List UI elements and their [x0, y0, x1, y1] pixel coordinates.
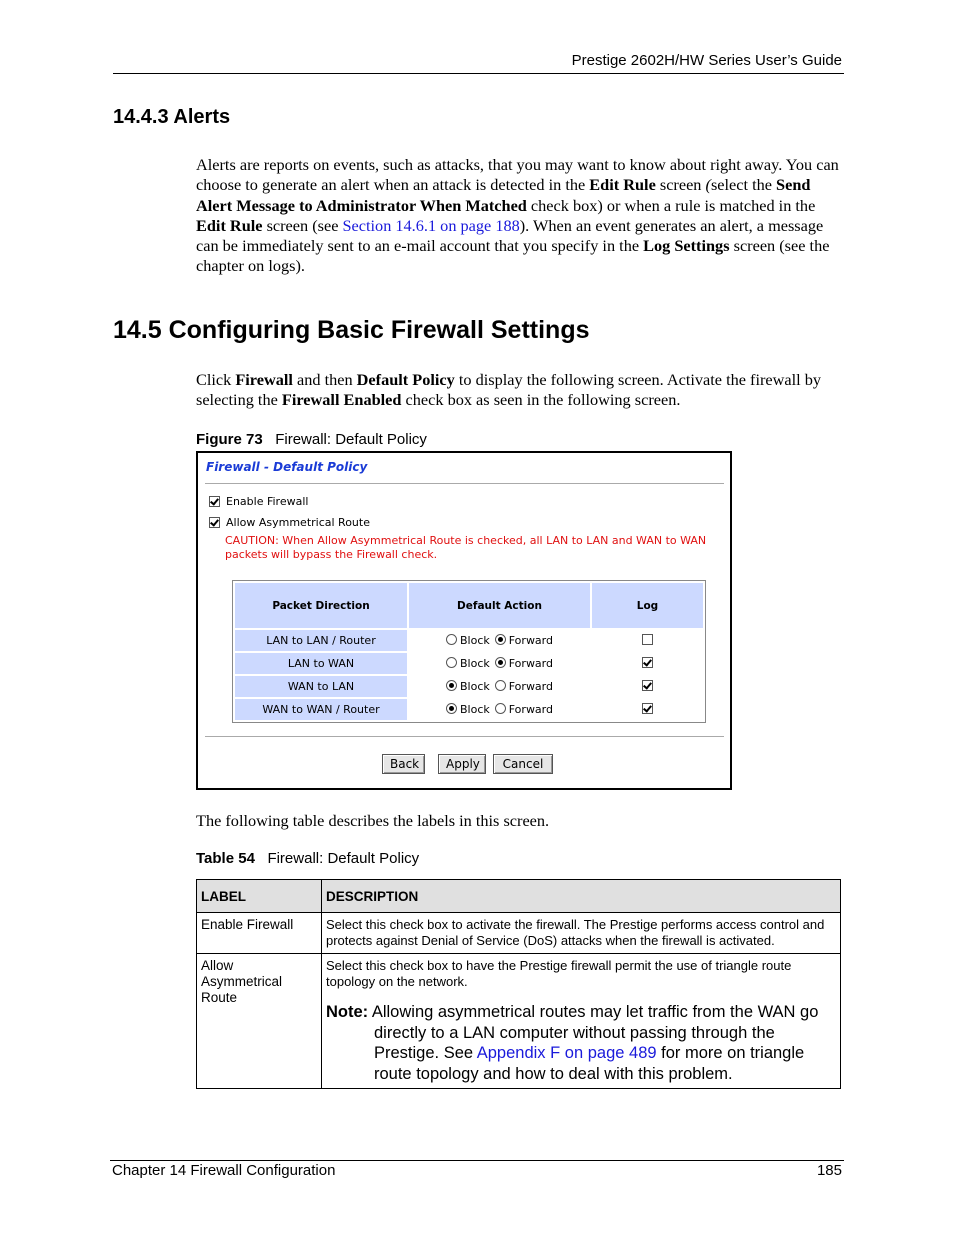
description-cell: Select this check box to have the Prestige firewall permit the use of triangle route topology on the network. Note: Allowing asymmetrical routes may let traffic from the WAN go directly to a LAN computer without passing through the Prestige. See Appendix F on page 489 for more on triangle route topology and how to deal with this problem. — [322, 954, 841, 1089]
buttons-rule — [205, 736, 724, 738]
description-header: DESCRIPTION — [322, 880, 841, 913]
guide-title: Prestige 2602H/HW Series User’s Guide — [571, 52, 842, 69]
direction-cell: WAN to WAN / Router — [235, 699, 407, 720]
col-default-action: Default Action — [409, 583, 590, 628]
following-table-text: The following table describes the labels in this screen. — [196, 811, 550, 830]
direction-cell: LAN to WAN — [235, 653, 407, 674]
forward-radio[interactable] — [495, 680, 506, 691]
block-radio[interactable] — [446, 680, 457, 691]
figure-caption: Figure 73 Firewall: Default Policy — [196, 431, 427, 448]
allow-asymmetrical-checkbox[interactable] — [209, 517, 220, 528]
cancel-button[interactable]: Cancel — [493, 754, 553, 774]
header-rule — [113, 73, 844, 74]
direction-cell: WAN to LAN — [235, 676, 407, 697]
action-cell: Block Forward — [409, 699, 590, 720]
block-radio[interactable] — [446, 703, 457, 714]
screen-title: Firewall - Default Policy — [206, 460, 368, 474]
table-caption: Table 54 Firewall: Default Policy — [196, 850, 420, 867]
col-packet-direction: Packet Direction — [235, 583, 407, 628]
firewall-screenshot — [196, 451, 732, 790]
block-radio[interactable] — [446, 634, 457, 645]
block-radio[interactable] — [446, 657, 457, 668]
allow-asymmetrical-row — [209, 516, 370, 529]
section-heading-basic-firewall: 14.5 Configuring Basic Firewall Settings — [113, 316, 590, 344]
policy-table — [232, 580, 706, 723]
action-cell: Block Forward — [409, 676, 590, 697]
note-text: Note: Allowing asymmetrical routes may let traffic from the WAN go directly to a LAN computer without passing through the Prestige. See Appendix F on page 489 for more on triangle route topology and how to deal with this problem. — [326, 1003, 819, 1083]
table-row — [197, 954, 841, 1089]
page-number: 185 — [816, 1162, 842, 1179]
direction-cell: LAN to LAN / Router — [235, 630, 407, 651]
label-cell: Allow Asymmetrical Route — [197, 954, 322, 1089]
log-checkbox[interactable] — [642, 634, 653, 645]
section-link[interactable]: Section 14.6.1 on page 188 — [342, 215, 520, 235]
footer-rule — [110, 1160, 844, 1161]
log-checkbox[interactable] — [642, 657, 653, 668]
table-row — [235, 676, 703, 697]
log-checkbox[interactable] — [642, 680, 653, 691]
screen-title-rule — [205, 483, 724, 485]
allow-asymmetrical-label: Allow Asymmetrical Route — [226, 516, 370, 529]
description-table — [196, 879, 841, 1089]
log-checkbox[interactable] — [642, 703, 653, 714]
table-row — [235, 630, 703, 651]
back-button[interactable]: Back — [382, 754, 425, 774]
action-cell: Block Forward — [409, 653, 590, 674]
enable-firewall-label: Enable Firewall — [226, 495, 309, 508]
appendix-link[interactable]: Appendix F on page 489 — [476, 1044, 657, 1062]
description-cell: Select this check box to activate the firewall. The Prestige performs access control and protects against Denial of Service (DoS) attacks when the firewall is activated. — [322, 913, 841, 954]
caution-text: CAUTION: When Allow Asymmetrical Route is checked, all LAN to LAN and WAN to WAN packets will bypass the Firewall check. — [225, 534, 707, 561]
table-row — [235, 653, 703, 674]
label-cell: Enable Firewall — [197, 913, 322, 954]
log-cell — [592, 653, 703, 674]
log-cell — [592, 699, 703, 720]
enable-firewall-checkbox[interactable] — [209, 496, 220, 507]
basic-firewall-paragraph: Click Firewall and then Default Policy to display the following screen. Activate the firewall by selecting the Firewall Enabled check box as seen in the following screen. — [196, 370, 822, 410]
alerts-paragraph: Alerts are reports on events, such as attacks, that you may want to know about right away. You can choose to generate an alert when an attack is detected in the Edit Rule screen (select the Send Alert Message to Administrator When Matched check box) or when a rule is matched in the Edit Rule screen (see Section 14.6.1 on page 188). When an event generates an alert, a message can be immediately sent to an e-mail account that you specify in the Log Settings screen (see the chapter on logs). — [196, 155, 839, 276]
action-cell: Block Forward — [409, 630, 590, 651]
enable-firewall-row — [209, 495, 308, 508]
table-row — [197, 913, 841, 954]
log-cell — [592, 676, 703, 697]
table-row — [235, 699, 703, 720]
forward-radio[interactable] — [495, 703, 506, 714]
forward-radio[interactable] — [495, 634, 506, 645]
forward-radio[interactable] — [495, 657, 506, 668]
footer-chapter: Chapter 14 Firewall Configuration — [112, 1162, 336, 1179]
label-header: LABEL — [197, 880, 322, 913]
section-heading-alerts: 14.4.3 Alerts — [113, 106, 231, 128]
apply-button[interactable]: Apply — [438, 754, 486, 774]
log-cell — [592, 630, 703, 651]
col-log: Log — [592, 583, 703, 628]
